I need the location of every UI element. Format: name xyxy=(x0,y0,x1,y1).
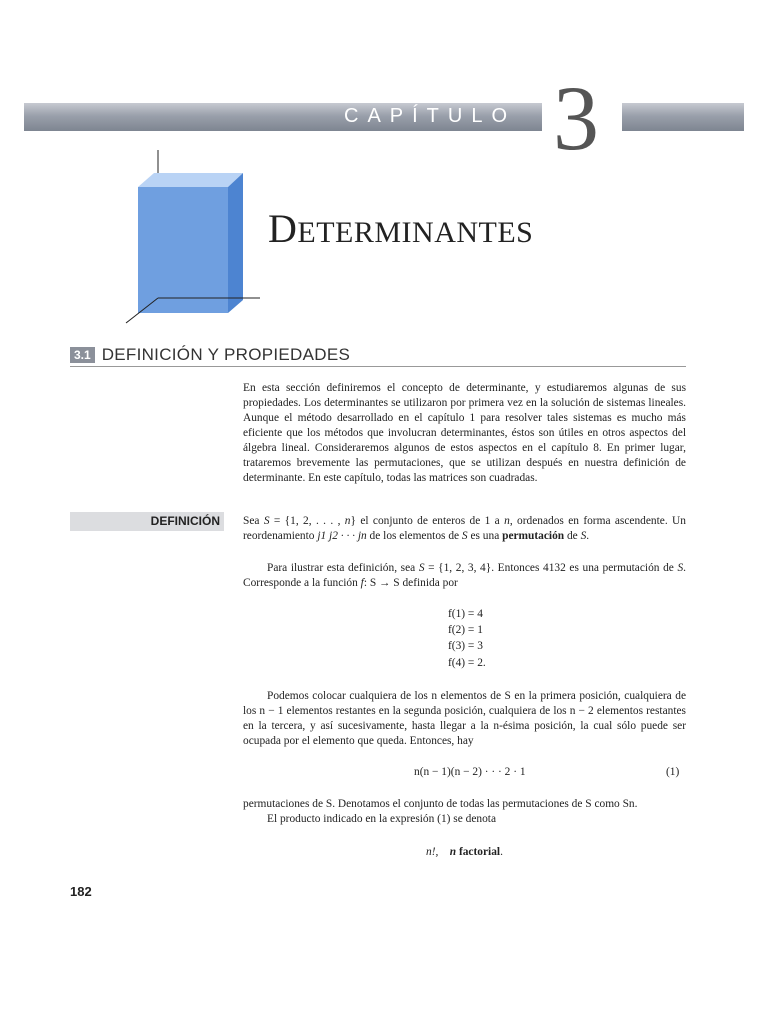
definition-text: Sea S = {1, 2, . . . , n} el conjunto de enteros de 1 a n, ordenados en forma ascendente. Un reordenamiento j1 j2 · · · jn de los elementos de S es una permutación de S. xyxy=(243,515,686,542)
definition-label: DEFINICIÓN xyxy=(70,512,224,531)
count-paragraph: Podemos colocar cualquiera de los n elementos de S en la primera posición, cualquiera de los n − 1 elementos restantes en la segunda posición, cualquiera de los n − 2 elementos restantes en la tercera, y así sucesivamente, hasta llegar a la n-ésima posición, la cual sólo puede ser ocupada por el elemento que queda. Entonces, hay xyxy=(243,690,686,747)
title-initial: D xyxy=(268,206,298,251)
section-number: 3.1 xyxy=(70,347,95,363)
cube-side-face xyxy=(228,173,243,313)
chapter-title xyxy=(268,205,533,252)
cube-top-face xyxy=(138,173,243,187)
equation-line: f(3) = 3 xyxy=(448,640,483,653)
example-paragraph: Para ilustrar esta definición, sea S = {1, 2, 3, 4}. Entonces 4132 es una permutación de S. Corresponde a la función f: S → S definida por xyxy=(243,562,686,589)
section-title: DEFINICIÓN Y PROPIEDADES xyxy=(101,345,351,364)
chapter-number: 3 xyxy=(553,67,599,169)
intro-paragraph: En esta sección definiremos el concepto de determinante, y estudiaremos algunas de sus propiedades. Los determinantes se utilizaron por primera vez en la solución de sistemas lineales. Aunque el método desarrollado en el capítulo 1 para resolver tales sistemas es mucho más eficiente que los métodos que involucran determinantes, éstos son útiles en otros aspectos del álgebra lineal. Consideraremos algunos de estos aspectos en el capítulo 8. En primer lugar, trataremos brevemente las permutaciones, que se utilizan después en nuestra definición de determinante. En este capítulo, todas las matrices son cuadradas. xyxy=(243,382,686,484)
cube-front-face xyxy=(138,187,228,313)
equation-line: f(4) = 2. xyxy=(448,656,486,669)
n-factorial: n!, n factorial. xyxy=(426,846,503,858)
after-equation-line2: El producto indicado en la expresión (1) se denota xyxy=(267,813,497,825)
title-rest: ETERMINANTES xyxy=(297,216,534,249)
equation-line: f(1) = 4 xyxy=(448,608,483,620)
section-rule xyxy=(70,366,686,367)
cube-illustration xyxy=(120,145,280,335)
header-band-right xyxy=(622,103,744,131)
page-number: 182 xyxy=(70,884,92,899)
section-heading xyxy=(70,345,350,365)
function-equations xyxy=(448,606,486,671)
equation-line: f(2) = 1 xyxy=(448,624,483,637)
equation-1-number: (1) xyxy=(666,766,680,778)
after-equation-line1: permutaciones de S. Denotamos el conjunto de todas las permutaciones de S como Sn. xyxy=(243,798,638,810)
bold-term: permutación xyxy=(502,530,565,542)
equation-1: n(n − 1)(n − 2) · · · 2 · 1 xyxy=(414,766,526,778)
chapter-label: CAPÍTULO xyxy=(344,105,517,127)
